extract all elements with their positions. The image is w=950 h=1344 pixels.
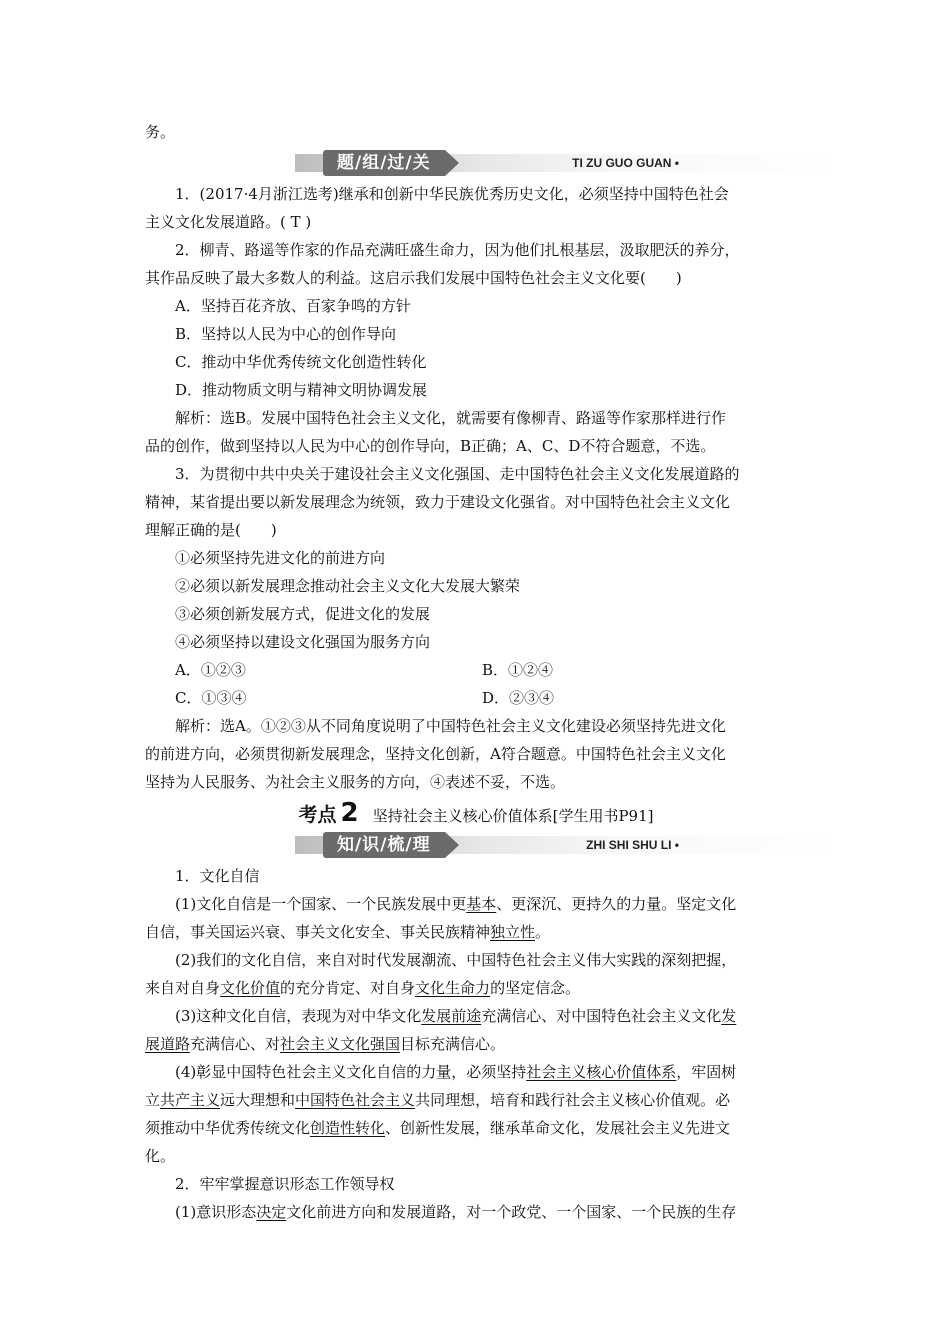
text: 、更深沉、更持久的力量。坚定文化 bbox=[496, 895, 737, 913]
question-3-options-cd bbox=[145, 684, 807, 712]
question-3-analysis-3: 坚持为人民服务、为社会主义服务的方向，④表述不妥，不选。 bbox=[145, 773, 566, 791]
paragraph-3-line-2 bbox=[145, 1030, 807, 1058]
text: 充满信心、对 bbox=[190, 1035, 281, 1053]
underlined-term: 共产主义 bbox=[160, 1091, 221, 1109]
text: ，牢固树 bbox=[676, 1063, 737, 1081]
underlined-term: 展道路 bbox=[145, 1035, 191, 1053]
question-2-line-2: 其作品反映了最大多数人的利益。这启示我们发展中国特色社会主义文化要( ) bbox=[145, 269, 682, 287]
question-3-line-3: 理解正确的是( ) bbox=[145, 521, 277, 539]
underlined-term: 创造性转化 bbox=[310, 1119, 386, 1137]
text: (1)文化自信是一个国家、一个民族发展中更 bbox=[175, 895, 467, 913]
kaodian-heading bbox=[145, 798, 807, 828]
text: 的充分肯定、对自身 bbox=[280, 979, 416, 997]
banner-label: 知/识/梳/理 bbox=[323, 832, 445, 858]
banner-english: TI ZU GUO GUAN • bbox=[572, 156, 679, 170]
question-1-line-2: 主义文化发展道路。( T ) bbox=[145, 213, 312, 231]
question-3-option-d: D．②③④ bbox=[482, 689, 555, 707]
underlined-term: 独立性 bbox=[490, 923, 536, 941]
text: 充满信心、对中国特色社会主义文化 bbox=[481, 1007, 722, 1025]
paragraph-2-line-1: (2)我们的文化自信，来自对时代发展潮流、中国特色社会主义伟大实践的深刻把握， bbox=[175, 951, 737, 969]
paragraph-4-line-2 bbox=[145, 1086, 807, 1114]
banner-english: ZHI SHI SHU LI • bbox=[586, 838, 679, 852]
section-1-heading: 1．文化自信 bbox=[175, 867, 260, 885]
text: 来自对自身 bbox=[145, 979, 221, 997]
question-2-option-d: D．推动物质文明与精神文明协调发展 bbox=[175, 381, 428, 399]
text: 文化前进方向和发展道路，对一个政党、一个国家、一个民族的生存 bbox=[286, 1203, 737, 1221]
question-3-line-1: 3．为贯彻中共中央关于建设社会主义文化强国、走中国特色社会主义文化发展道路的 bbox=[175, 465, 740, 483]
paragraph-2-line-2 bbox=[145, 974, 807, 1002]
paragraph-4-line-3 bbox=[145, 1114, 807, 1142]
question-1-line-1: 1．(2017·4月浙江选考)继承和创新中华民族优秀历史文化，必须坚持中国特色社会 bbox=[175, 185, 729, 203]
question-3-analysis-2: 的前进方向，必须贯彻新发展理念，坚持文化创新，A符合题意。中国特色社会主义文化 bbox=[145, 745, 726, 763]
kaodian-number: 2 bbox=[340, 798, 359, 828]
text: 须推动中华优秀传统文化 bbox=[145, 1119, 311, 1137]
paragraph-4-line-4: 化。 bbox=[145, 1147, 176, 1165]
question-2-option-b: B．坚持以人民为中心的创作导向 bbox=[175, 325, 397, 343]
question-2-line-1: 2．柳青、路遥等作家的作品充满旺盛生命力，因为他们扎根基层，汲取肥沃的养分， bbox=[175, 241, 740, 259]
text: 自信，事关国运兴衰、事关文化安全、事关民族精神 bbox=[145, 923, 491, 941]
text: (4)彰显中国特色社会主义文化自信的力量，必须坚持 bbox=[175, 1063, 527, 1081]
section-2-paragraph-1-line-1 bbox=[145, 1198, 807, 1226]
question-3-item-4: ④必须坚持以建设文化强国为服务方向 bbox=[175, 633, 431, 651]
underlined-term: 发展前途 bbox=[421, 1007, 482, 1025]
question-2-option-c: C．推动中华优秀传统文化创造性转化 bbox=[175, 353, 427, 371]
question-3-options-ab bbox=[145, 656, 807, 684]
underlined-term: 社会主义核心价值体系 bbox=[526, 1063, 677, 1081]
paragraph-1-line-1 bbox=[145, 890, 807, 918]
paragraph-3-line-1 bbox=[145, 1002, 807, 1030]
text: 立 bbox=[145, 1091, 161, 1109]
question-3-item-3: ③必须创新发展方式，促进文化的发展 bbox=[175, 605, 431, 623]
question-3-option-c: C．①③④ bbox=[175, 689, 247, 707]
underlined-term: 社会主义文化强国 bbox=[280, 1035, 401, 1053]
underlined-term: 基本 bbox=[466, 895, 497, 913]
continuation-text: 务。 bbox=[145, 123, 176, 141]
text: 、创新性发展，继承革命文化，发展社会主义先进文 bbox=[385, 1119, 731, 1137]
text: 。 bbox=[535, 923, 551, 941]
question-3-line-2: 精神，某省提出要以新发展理念为统领，致力于建设文化强省。对中国特色社会主义文化 bbox=[145, 493, 731, 511]
section-2-heading: 2．牢牢掌握意识形态工作领导权 bbox=[175, 1175, 395, 1193]
question-3-item-2: ②必须以新发展理念推动社会主义文化大发展大繁荣 bbox=[175, 577, 521, 595]
underlined-term: 决定 bbox=[256, 1203, 287, 1221]
kaodian-label: 考点 bbox=[298, 804, 337, 826]
question-2-analysis-2: 品的创作，做到坚持以人民为中心的创作导向，B正确；A、C、D不符合题意，不选。 bbox=[145, 437, 716, 455]
underlined-term: 发 bbox=[721, 1007, 737, 1025]
document-page bbox=[145, 118, 807, 1226]
banner-label: 题/组/过/关 bbox=[323, 150, 445, 176]
section-banner-exercises bbox=[145, 150, 807, 176]
text: 共同理想，培育和践行社会主义核心价值观。必 bbox=[415, 1091, 731, 1109]
underlined-term: 文化生命力 bbox=[415, 979, 491, 997]
question-2-option-a: A．坚持百花齐放、百家争鸣的方针 bbox=[175, 297, 411, 315]
kaodian-title: 坚持社会主义核心价值体系[学生用书P91] bbox=[372, 807, 654, 825]
question-3-option-a: A．①②③ bbox=[175, 661, 246, 679]
text: 的坚定信念。 bbox=[490, 979, 581, 997]
text: (3)这种文化自信，表现为对中华文化 bbox=[175, 1007, 422, 1025]
text: 目标充满信心。 bbox=[400, 1035, 506, 1053]
question-3-analysis-1: 解析：选A。①②③从不同角度说明了中国特色社会主义文化建设必须坚持先进文化 bbox=[175, 717, 726, 735]
section-banner-knowledge bbox=[145, 832, 807, 858]
paragraph-1-line-2 bbox=[145, 918, 807, 946]
paragraph-4-line-1 bbox=[145, 1058, 807, 1086]
question-3-option-b: B．①②④ bbox=[482, 661, 554, 679]
underlined-term: 中国特色社会主义 bbox=[295, 1091, 416, 1109]
text: (1)意识形态 bbox=[175, 1203, 257, 1221]
underlined-term: 文化价值 bbox=[220, 979, 281, 997]
question-2-analysis-1: 解析：选B。发展中国特色社会主义文化，就需要有像柳青、路遥等作家那样进行作 bbox=[175, 409, 727, 427]
question-3-item-1: ①必须坚持先进文化的前进方向 bbox=[175, 549, 386, 567]
text: 远大理想和 bbox=[220, 1091, 296, 1109]
